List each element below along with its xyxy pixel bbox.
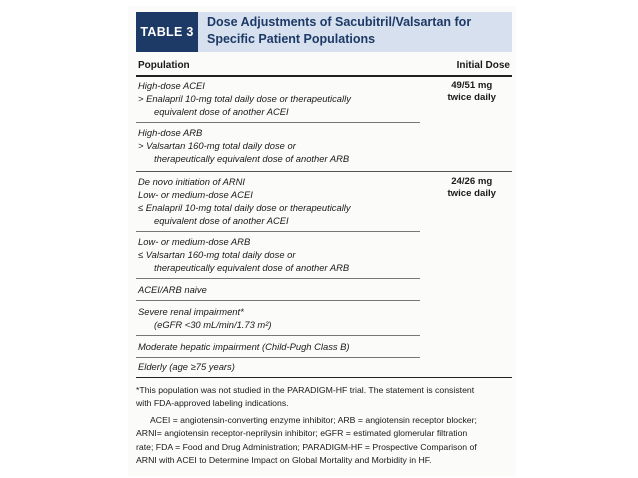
row-divider [136, 335, 420, 336]
row-text: De novo initiation of ARNI [138, 176, 245, 187]
abbreviations-line: ACEI = angiotensin-converting enzyme inhibitor; ARB = angiotensin receptor blocker; [150, 415, 477, 425]
row-text: equivalent dose of another ACEI [154, 106, 289, 117]
row-divider [136, 122, 420, 123]
footnote-line: with FDA-approved labeling indications. [136, 398, 289, 409]
row-text: > Valsartan 160-mg total daily dose or [138, 140, 296, 151]
column-header-initial-dose: Initial Dose [456, 60, 510, 71]
dose-cell [447, 80, 496, 104]
row-divider [136, 300, 420, 301]
table-bottom-rule [136, 377, 512, 378]
row-text: Low- or medium-dose ACEI [138, 189, 253, 200]
header-rule [136, 75, 512, 77]
row-text: ≤ Valsartan 160-mg total daily dose or [138, 249, 296, 260]
table-number-label: TABLE 3 [136, 12, 198, 52]
table-title [198, 12, 512, 52]
row-text: Moderate hepatic impairment (Child-Pugh Class B) [138, 341, 350, 352]
row-text: equivalent dose of another ACEI [154, 215, 289, 226]
abbreviations-line: ARNI with ACEI to Determine Impact on Global Mortality and Morbidity in HF. [136, 455, 432, 466]
dose-frequency: twice daily [447, 188, 496, 199]
table-header [136, 12, 512, 52]
row-text: therapeutically equivalent dose of another ARB [154, 262, 350, 273]
row-text: therapeutically equivalent dose of another ARB [154, 153, 350, 164]
row-text: ACEI/ARB naive [138, 284, 207, 295]
dose-amount: 24/26 mg [451, 176, 493, 187]
row-text: Severe renal impairment* [138, 306, 244, 317]
column-header-population: Population [138, 60, 190, 71]
column-headers [136, 60, 512, 74]
dose-amount: 49/51 mg [451, 80, 493, 91]
table-title-line: Specific Patient Populations [207, 32, 376, 46]
dose-frequency: twice daily [447, 92, 496, 103]
row-text: (eGFR <30 mL/min/1.73 m²) [154, 319, 272, 330]
row-text: > Enalapril 10-mg total daily dose or therapeutically [138, 93, 351, 104]
abbreviations-note [136, 414, 512, 468]
table-title-line: Dose Adjustments of Sacubitril/Valsartan for [207, 15, 472, 29]
table-footnote [136, 384, 512, 411]
dose-cell [447, 176, 496, 200]
row-divider [136, 278, 420, 279]
row-divider [136, 231, 420, 232]
abbreviations-line: ARNI= angiotensin receptor-neprilysin inhibitor; eGFR = estimated glomerular filtration [136, 428, 468, 439]
row-text: High-dose ACEI [138, 80, 205, 91]
group-rule [136, 171, 512, 172]
abbreviations-line: rate; FDA = Food and Drug Administration; PARADIGM-HF = Prospective Comparison of [136, 441, 477, 452]
footnote-line: *This population was not studied in the PARADIGM-HF trial. The statement is consistent [136, 385, 475, 395]
row-text: Low- or medium-dose ARB [138, 236, 251, 247]
row-text: High-dose ARB [138, 127, 203, 138]
row-text: ≤ Enalapril 10-mg total daily dose or therapeutically [138, 202, 351, 213]
row-text: Elderly (age ≥75 years) [138, 361, 235, 372]
row-divider [136, 357, 420, 358]
